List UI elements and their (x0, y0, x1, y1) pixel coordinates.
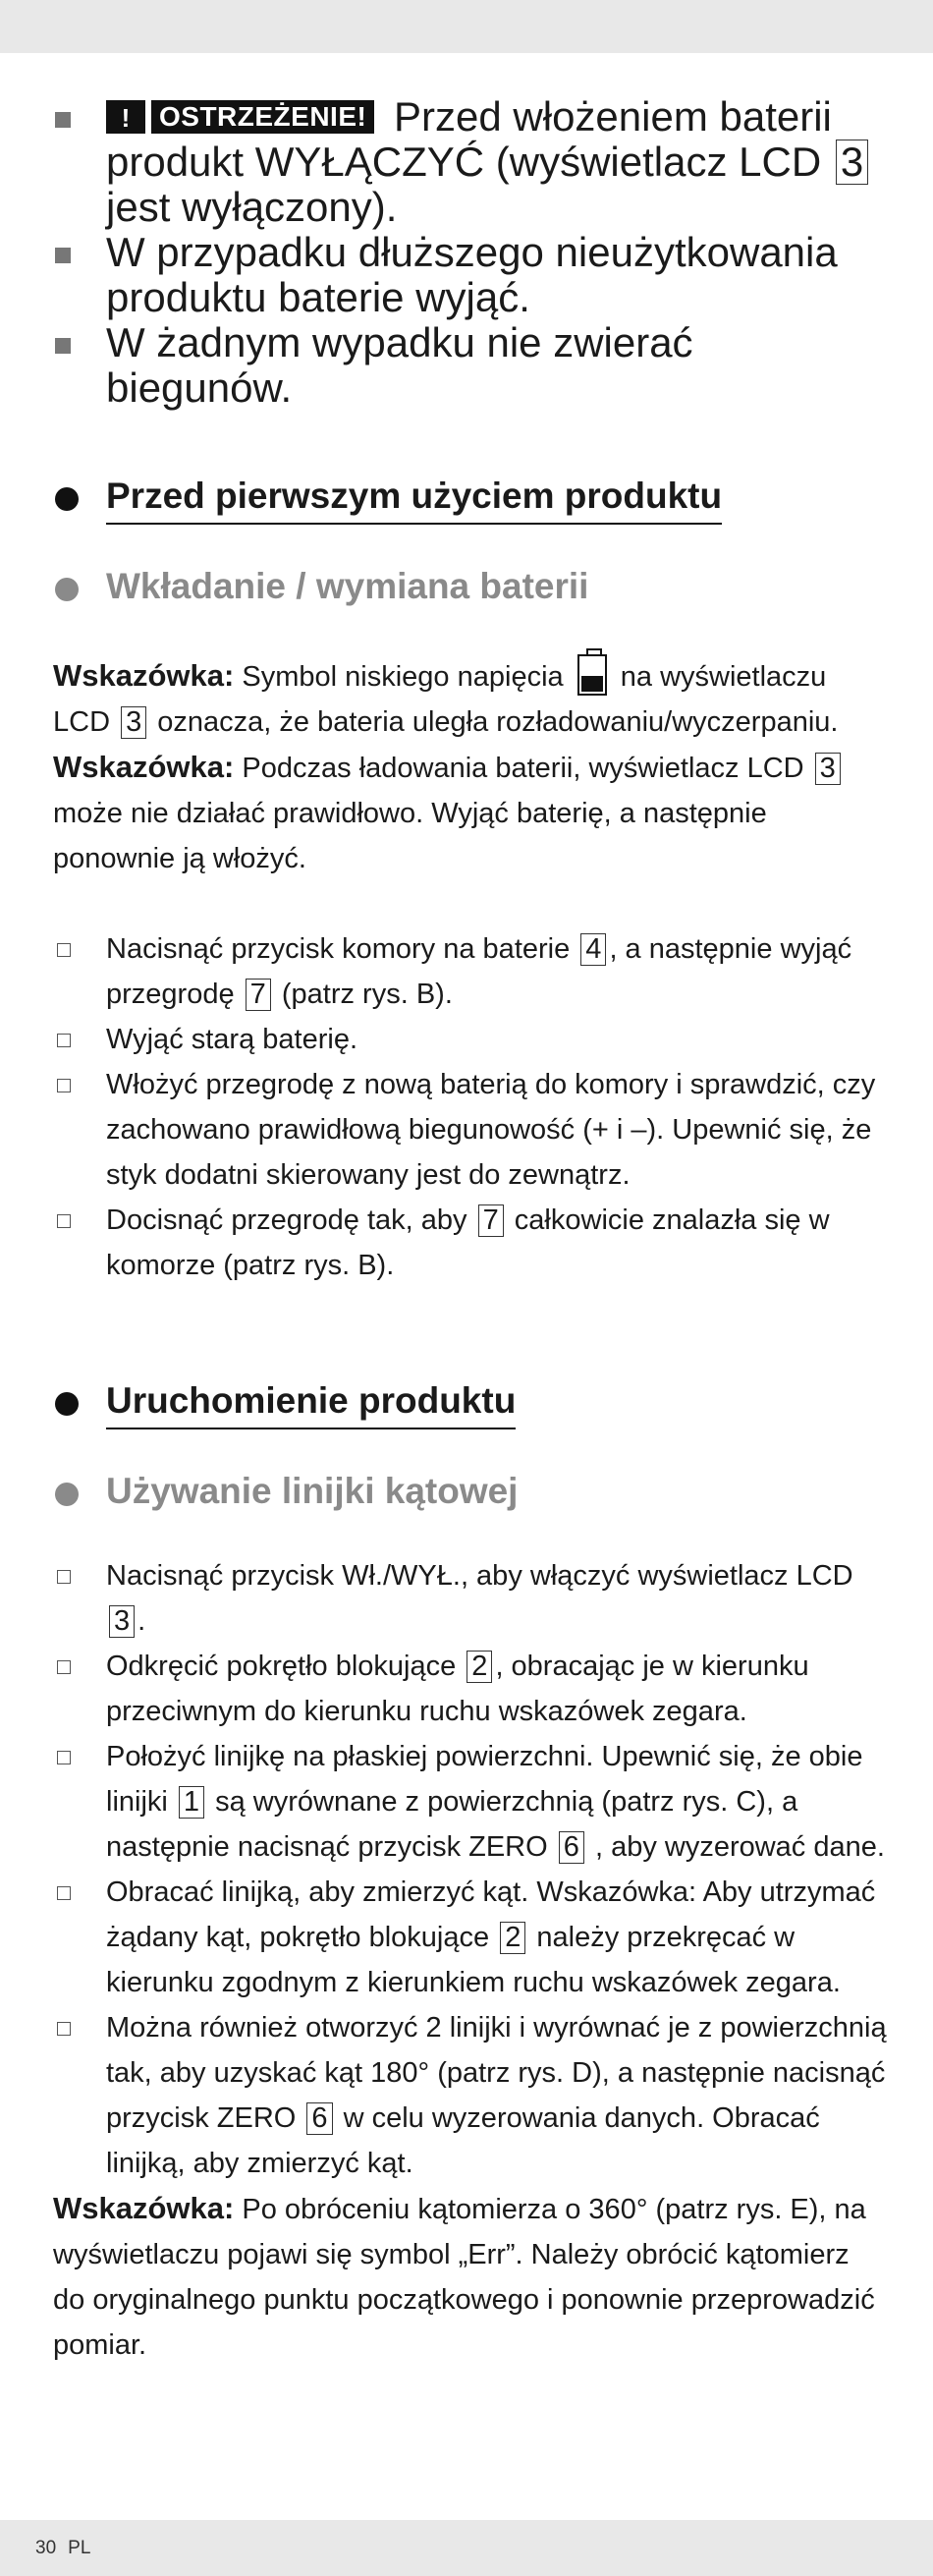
ref-number: 3 (109, 1605, 135, 1637)
warning-text: jest wyłączony). (106, 184, 398, 231)
step-list (53, 926, 888, 1288)
ref-number: 4 (580, 933, 606, 965)
warning-label: OSTRZEŻENIE! (151, 100, 374, 134)
warning-badge (106, 100, 374, 134)
step-item: Wyjąć starą baterię. (53, 1017, 888, 1062)
step-item: Położyć linijkę na płaskiej powierzchni. Upewnić się, że obie linijki 1 są wyrównane z powierzchnią (patrz rys. C), a następnie nacisnąć przycisk ZERO 6 , aby wyzerować dane. (53, 1734, 888, 1870)
ref-number: 7 (246, 979, 271, 1010)
ref-number: 3 (836, 140, 868, 185)
page-footer (35, 2538, 102, 2559)
top-bar (0, 0, 933, 53)
bullet-dot-icon (55, 578, 79, 601)
warning-text: Przed włożeniem baterii produkt WYŁĄCZYĆ (wyświetlacz LCD (106, 93, 832, 185)
note-paragraph: Wskazówka: Symbol niskiego napięcia na wyświetlaczu LCD 3 oznacza, że bateria uległa rozładowaniu/wyczerpaniu. (53, 648, 888, 745)
step-item: Nacisnąć przycisk komory na baterie 4 , a następnie wyjąć przegrodę 7 (patrz rys. B). (53, 926, 888, 1017)
step-item: Można również otworzyć 2 linijki i wyrównać je z powierzchnią tak, aby uzyskać kąt 180° (patrz rys. D), a następnie nacisnąć przycisk ZERO 6 w celu wyzerowania danych. Obracać linijką, aby zmierzyć kąt. (53, 2005, 888, 2186)
warning-item (53, 94, 888, 230)
note-label: Wskazówka: (53, 2191, 235, 2226)
warning-text: W przypadku dłuższego nieużytkowania produktu baterie wyjąć. (106, 229, 838, 321)
ref-number: 3 (815, 753, 841, 784)
warning-item (53, 320, 888, 411)
ref-number: 3 (121, 706, 146, 738)
checkbox-square-icon (57, 2022, 71, 2036)
ref-number: 6 (559, 1831, 584, 1863)
checkbox-square-icon (57, 1570, 71, 1584)
warning-text: W żadnym wypadku nie zwierać biegunów. (106, 319, 693, 412)
section-heading: Uruchomienie produktu (53, 1378, 888, 1429)
checkbox-square-icon (57, 1079, 71, 1092)
ref-number: 6 (306, 2102, 332, 2134)
section-subheading: Używanie linijki kątowej (53, 1469, 888, 1514)
step-list (53, 1553, 888, 2186)
warning-triangle-icon: ! (106, 100, 145, 134)
checkbox-square-icon (57, 1660, 71, 1674)
bullet-dot-icon (55, 1483, 79, 1506)
note-paragraph: Wskazówka: Po obróceniu kątomierza o 360° (patrz rys. E), na wyświetlaczu pojawi się symbol „Err”. Należy obrócić kątomierz do oryginalnego punktu początkowego i ponownie przeprowadzić pomiar. (53, 2191, 875, 2362)
ref-number: 1 (179, 1786, 204, 1818)
note-label: Wskazówka: (53, 750, 235, 785)
bullet-dot-icon (55, 487, 79, 511)
language-code: PL (68, 2538, 91, 2558)
step-item: Włożyć przegrodę z nową baterią do komory i sprawdzić, czy zachowano prawidłową biegunowość (+ i –). Upewnić się, że styk dodatni skierowany jest do zewnątrz. (53, 1062, 888, 1198)
warning-list (53, 94, 888, 411)
step-item: Docisnąć przegrodę tak, aby 7 całkowicie znalazła się w komorze (patrz rys. B). (53, 1198, 888, 1288)
note-paragraph: Wskazówka: Podczas ładowania baterii, wyświetlacz LCD 3 może nie działać prawidłowo. Wyjąć baterię, a następnie ponownie ją włożyć. (53, 745, 888, 881)
checkbox-square-icon (57, 1034, 71, 1047)
checkbox-square-icon (57, 1214, 71, 1228)
checkbox-square-icon (57, 943, 71, 957)
section-subheading: Wkładanie / wymiana baterii (53, 564, 888, 609)
bullet-square-icon (55, 338, 71, 354)
step-item: Odkręcić pokrętło blokujące 2 , obracając je w kierunku przeciwnym do kierunku ruchu wskazówek zegara. (53, 1644, 888, 1734)
page-number: 30 (35, 2538, 57, 2558)
ref-number: 2 (466, 1651, 492, 1682)
bullet-square-icon (55, 112, 71, 128)
note-label: Wskazówka: (53, 658, 235, 694)
checkbox-square-icon (57, 1751, 71, 1764)
ref-number: 7 (478, 1204, 504, 1236)
bottom-bar (0, 2520, 933, 2576)
bullet-dot-icon (55, 1392, 79, 1416)
warning-item (53, 230, 888, 320)
section-heading: Przed pierwszym użyciem produktu (53, 474, 888, 525)
bullet-square-icon (55, 248, 71, 263)
low-battery-icon (577, 648, 607, 696)
step-item: Obracać linijką, aby zmierzyć kąt. Wskazówka: Aby utrzymać żądany kąt, pokrętło blokujące 2 należy przekręcać w kierunku zgodnym z kierunkiem ruchu wskazówek zegara. (53, 1870, 888, 2005)
page-content (53, 94, 888, 2368)
step-item: Nacisnąć przycisk Wł./WYŁ., aby włączyć wyświetlacz LCD 3 . (53, 1553, 888, 1644)
ref-number: 2 (500, 1922, 525, 1953)
checkbox-square-icon (57, 1886, 71, 1900)
